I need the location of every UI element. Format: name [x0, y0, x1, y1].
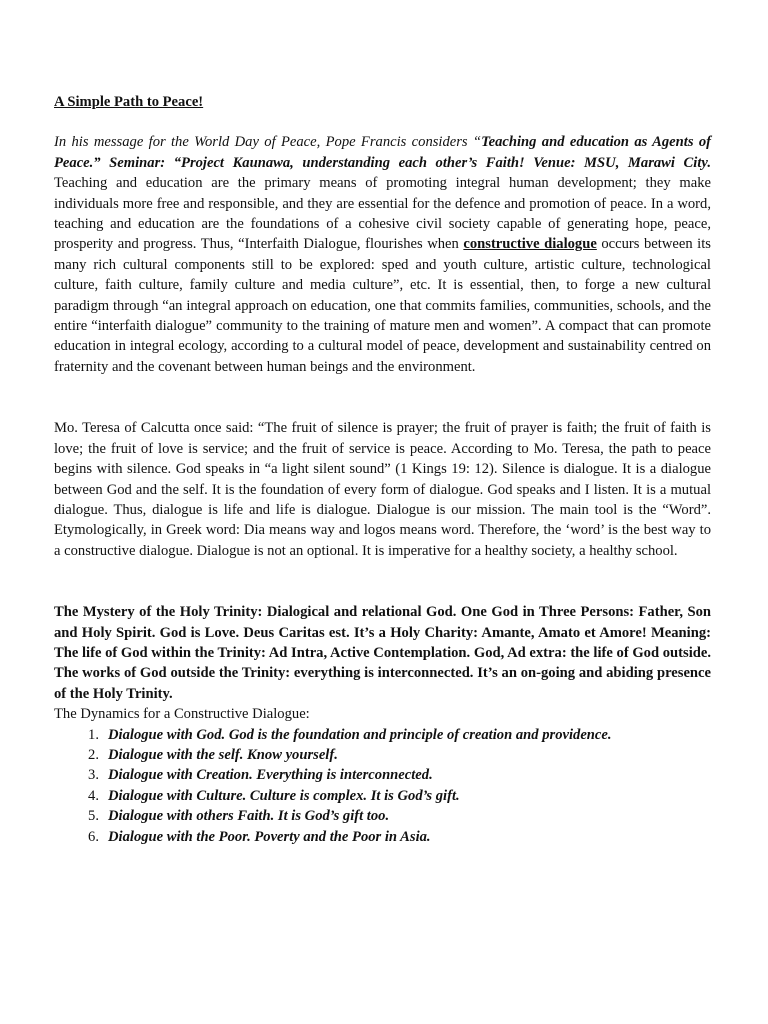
list-item	[54, 827, 711, 847]
list-item-number: 6.	[88, 828, 99, 845]
document-body	[54, 92, 711, 847]
list-item-number: 5.	[88, 808, 99, 825]
paragraph-teresa: Mo. Teresa of Calcutta once said: “The fruit of silence is prayer; the fruit of prayer is faith; the fruit of faith is love; the fruit of love is service; and the fruit of service is peace. According to Mo. Teresa, the path to peace begins with silence. God speaks in “a light silent sound” (1 Kings 19: 12). Silence is dialogue. It is a dialogue between God and the self. It is the foundation of every form of dialogue. God speaks and I listen. It is a mutual dialogue. Thus, dialogue is life and life is dialogue. Dialogue is our mission. The main tool is the “Word”. Etymologically, in Greek word: Dia means way and logos means word. Therefore, the ‘word’ is the best way to a constructive dialogue. Dialogue is not an optional. It is imperative for a healthy society, a healthy school.	[54, 420, 711, 559]
list-item	[54, 765, 711, 785]
paragraph-intro	[54, 132, 711, 377]
list-item	[54, 786, 711, 806]
list-item	[54, 725, 711, 745]
document-title: A Simple Path to Peace!	[54, 94, 204, 110]
list-item	[54, 806, 711, 826]
list-item-text: Dialogue with the self. Know yourself.	[108, 746, 338, 763]
list-item-number: 2.	[88, 746, 99, 763]
constructive-dialogue-emphasis: constructive dialogue	[463, 236, 597, 253]
intro-italic-text: In his message for the World Day of Peace, Pope Francis considers “	[54, 134, 482, 151]
list-item-number: 1.	[88, 726, 99, 743]
list-item-number: 3.	[88, 767, 99, 784]
dynamics-list	[54, 725, 711, 847]
intro-bold-italic-text: Teaching and education as Agents of Peace.” Seminar: “Project Kaunawa, understanding each other’s Faith! Venue: MSU, Marawi City.	[54, 134, 711, 171]
list-intro: The Dynamics for a Constructive Dialogue:	[54, 706, 310, 723]
list-item-text: Dialogue with God. God is the foundation and principle of creation and providence.	[108, 726, 612, 743]
list-item-text: Dialogue with Creation. Everything is interconnected.	[108, 767, 433, 784]
list-item-text: Dialogue with Culture. Culture is complex. It is God’s gift.	[108, 787, 460, 804]
list-item-text: Dialogue with the Poor. Poverty and the Poor in Asia.	[108, 828, 431, 845]
intro-body-continued: occurs between its many rich cultural components still to be explored: sped and youth culture, artistic culture, technological culture, faith culture, family culture and media culture”, etc. It is essential, then, to forge a new cultural paradigm through “an integral approach on education, one that commits families, communities, schools, and the entire “interfaith dialogue” community to the training of mature men and women”. A compact that can promote education in integral ecology, according to a cultural model of peace, development and sustainability centred on fraternity and the covenant between human beings and the environment.	[54, 236, 711, 375]
list-item-number: 4.	[88, 787, 99, 804]
paragraph-trinity: The Mystery of the Holy Trinity: Dialogical and relational God. One God in Three Persons: Father, Son and Holy Spirit. God is Love. Deus Caritas est. It’s a Holy Charity: Amante, Amato et Amore! Meaning: The life of God within the Trinity: Ad Intra, Active Contemplation. God, Ad extra: the life of God outside. The works of God outside the Trinity: everything is interconnected. It’s an on-going and abiding presence of the Holy Trinity.	[54, 604, 711, 702]
intro-body-text: Teaching and education are the primary means of promoting integral human development; they make individuals more free and responsible, and they are essential for the defence and promotion of peace. In a word, teaching and education are the foundations of a cohesive civil society capable of generating hope, peace, prosperity and progress. Thus, “Interfaith Dialogue, flourishes when	[54, 175, 711, 253]
list-item-text: Dialogue with others Faith. It is God’s gift too.	[108, 808, 390, 825]
list-item	[54, 745, 711, 765]
